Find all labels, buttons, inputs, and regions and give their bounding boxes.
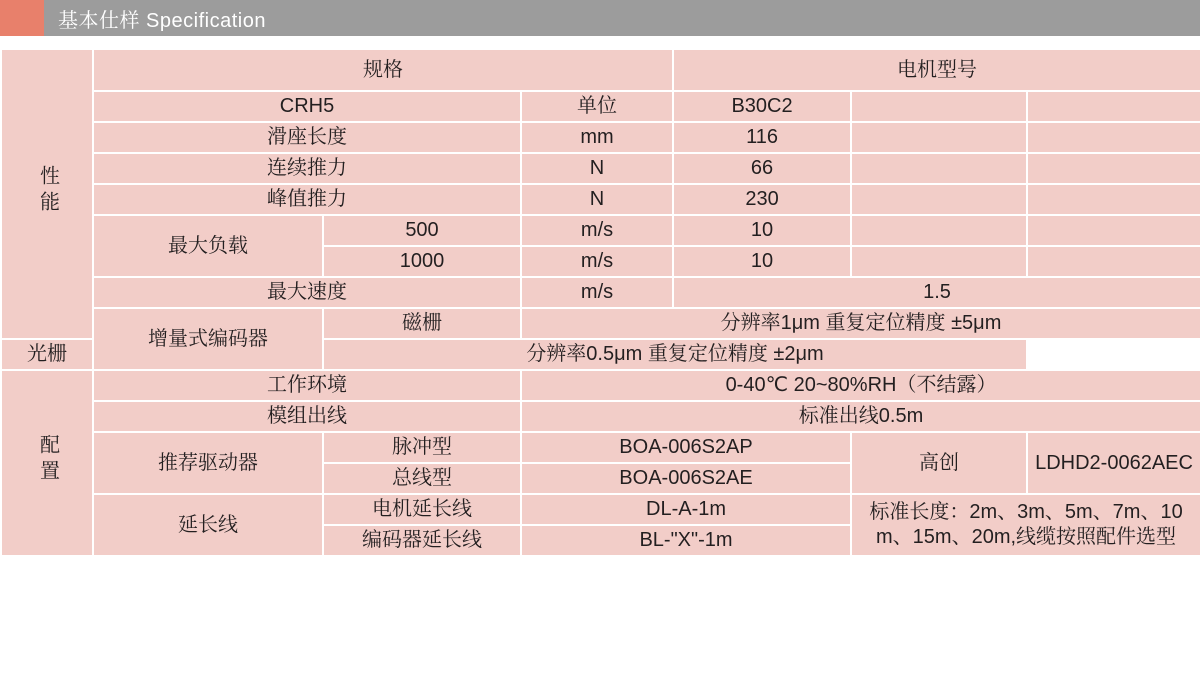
row-value-3 bbox=[1027, 215, 1200, 246]
column-header-spec: 规格 bbox=[93, 49, 673, 91]
row-value-1: 10 bbox=[673, 246, 851, 277]
row-value-3 bbox=[1027, 184, 1200, 215]
section-title: 基本仕样 Specification bbox=[58, 9, 266, 32]
row-unit: 单位 bbox=[521, 91, 673, 122]
row-unit: m/s bbox=[521, 277, 673, 308]
row-label-max-load: 最大负载 bbox=[93, 215, 323, 277]
header-accent-block bbox=[0, 0, 44, 36]
specification-table bbox=[0, 48, 1200, 557]
row-value-driver-pulse: BOA-006S2AP bbox=[521, 432, 851, 463]
extension-note-line-1: 标准长度：2m、3m、5m、7m、10 bbox=[869, 501, 1183, 523]
row-value-3 bbox=[1027, 246, 1200, 277]
table-row bbox=[1, 153, 1200, 184]
row-value-max-speed: 1.5 bbox=[673, 277, 1200, 308]
row-unit: m/s bbox=[521, 246, 673, 277]
section-label-configuration: 配置 bbox=[1, 370, 93, 556]
row-value-1: 116 bbox=[673, 122, 851, 153]
section-header-bar bbox=[0, 0, 1200, 36]
row-value-2 bbox=[851, 184, 1027, 215]
row-label-max-speed: 最大速度 bbox=[93, 277, 521, 308]
section-label-performance: 性能 bbox=[1, 49, 93, 339]
row-value-motor-extension: DL-A-1m bbox=[521, 494, 851, 525]
row-sublabel-encoder-extension: 编码器延长线 bbox=[323, 525, 521, 556]
row-label-slider-length: 滑座长度 bbox=[93, 122, 521, 153]
row-unit: N bbox=[521, 184, 673, 215]
row-sublabel-500: 500 bbox=[323, 215, 521, 246]
table-row bbox=[1, 401, 1200, 432]
table-row bbox=[1, 215, 1200, 246]
row-label-crh5: CRH5 bbox=[93, 91, 521, 122]
row-value-driver-brand: 高创 bbox=[851, 432, 1027, 494]
row-value-working-environment: 0-40℃ 20~80%RH（不结露） bbox=[521, 370, 1200, 401]
table-row bbox=[1, 308, 1200, 339]
table-row bbox=[1, 494, 1200, 525]
column-header-motor-model: 电机型号 bbox=[673, 49, 1200, 91]
row-value-2 bbox=[851, 153, 1027, 184]
row-sublabel-1000: 1000 bbox=[323, 246, 521, 277]
table-header-row bbox=[1, 49, 1200, 91]
row-unit: m/s bbox=[521, 215, 673, 246]
row-value-1: 66 bbox=[673, 153, 851, 184]
row-unit: N bbox=[521, 153, 673, 184]
row-value-2 bbox=[851, 122, 1027, 153]
row-label-incremental-encoder: 增量式编码器 bbox=[93, 308, 323, 370]
row-label-peak-thrust: 峰值推力 bbox=[93, 184, 521, 215]
table-row bbox=[1, 277, 1200, 308]
row-value-3 bbox=[1027, 122, 1200, 153]
row-value-optical-scale: 分辨率0.5μm 重复定位精度 ±2μm bbox=[323, 339, 1027, 370]
row-sublabel-motor-extension: 电机延长线 bbox=[323, 494, 521, 525]
row-label-recommended-driver: 推荐驱动器 bbox=[93, 432, 323, 494]
row-value-extension-note bbox=[851, 494, 1200, 556]
table-row bbox=[1, 91, 1200, 122]
table-row bbox=[1, 432, 1200, 463]
row-sublabel-bus-type: 总线型 bbox=[323, 463, 521, 494]
table-row bbox=[1, 184, 1200, 215]
row-label-extension-cable: 延长线 bbox=[93, 494, 323, 556]
row-value-2 bbox=[851, 246, 1027, 277]
row-value-driver-model: LDHD2-0062AEC bbox=[1027, 432, 1200, 494]
row-value-module-cable: 标准出线0.5m bbox=[521, 401, 1200, 432]
row-value-2 bbox=[851, 215, 1027, 246]
row-value-driver-bus: BOA-006S2AE bbox=[521, 463, 851, 494]
row-value-3 bbox=[1027, 153, 1200, 184]
row-value-1: 230 bbox=[673, 184, 851, 215]
row-value-magnetic-scale: 分辨率1μm 重复定位精度 ±5μm bbox=[521, 308, 1200, 339]
row-sublabel-optical-scale: 光栅 bbox=[1, 339, 93, 370]
table-row bbox=[1, 122, 1200, 153]
row-value-encoder-extension: BL-"X"-1m bbox=[521, 525, 851, 556]
specification-table-wrap bbox=[0, 48, 1200, 557]
row-value-2 bbox=[851, 91, 1027, 122]
row-label-working-environment: 工作环境 bbox=[93, 370, 521, 401]
row-value-1: 10 bbox=[673, 215, 851, 246]
row-value-1: B30C2 bbox=[673, 91, 851, 122]
extension-note-line-2: m、15m、20m,线缆按照配件选型 bbox=[876, 526, 1177, 548]
row-sublabel-pulse-type: 脉冲型 bbox=[323, 432, 521, 463]
row-value-3 bbox=[1027, 91, 1200, 122]
row-label-continuous-thrust: 连续推力 bbox=[93, 153, 521, 184]
row-unit: mm bbox=[521, 122, 673, 153]
row-label-module-cable: 模组出线 bbox=[93, 401, 521, 432]
table-row bbox=[1, 370, 1200, 401]
row-sublabel-magnetic-scale: 磁栅 bbox=[323, 308, 521, 339]
